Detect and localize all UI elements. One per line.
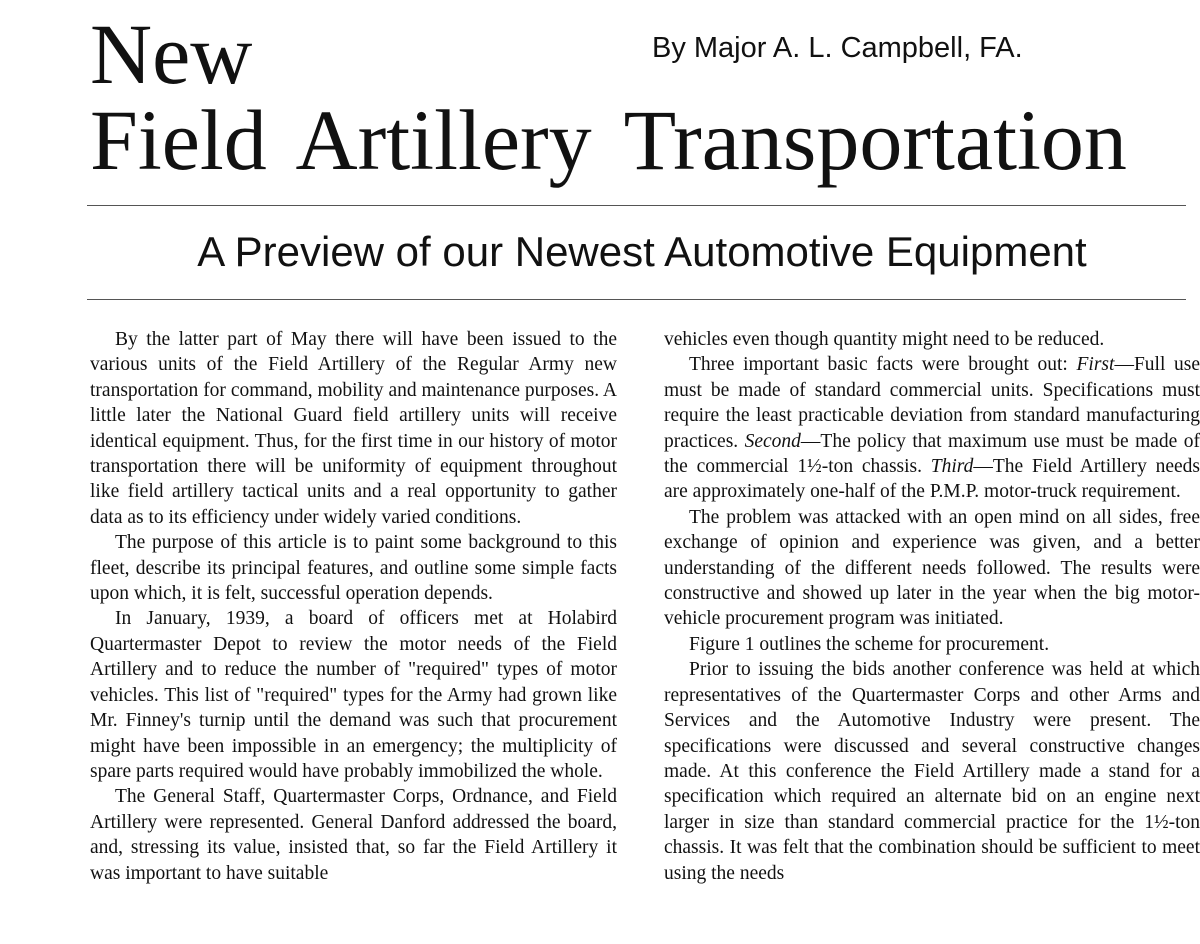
bottom-divider	[87, 299, 1186, 300]
text-run: —The Field Artillery needs are approximately one-half of the P.M.P. motor-truck requirement.	[664, 456, 1200, 503]
paragraph: Figure 1 outlines the scheme for procurement.	[689, 633, 1050, 655]
paragraph: By the latter part of May there will have been issued to the various units of the Field Artillery of the Regular Army new transportation for command, mobility and maintenance purposes. A little later the National Guard field artillery units will receive identical equipment. Thus, for the first time in our history of motor transportation there will be uniformity of equipment throughout like field artillery tactical units and a real opportunity to gather data as to its efficiency under widely varied conditions.	[90, 329, 617, 528]
title-line-1: New	[90, 6, 253, 102]
emphasis-third: Third	[930, 456, 974, 478]
paragraph-basic-facts	[664, 352, 1200, 504]
subtitle: A Preview of our Newest Automotive Equipment	[197, 228, 1087, 275]
text-run: —Full use must be made of standard commercial units. Specifications must require the least practicable deviation from standard manufacturing practices.	[664, 354, 1200, 452]
emphasis-second: Second	[744, 430, 801, 452]
paragraph: Prior to issuing the bids another conference was held at which representatives of the Quartermaster Corps and other Arms and Services and the Automotive Industry were present. The specifications were discussed and several constructive changes made. At this conference the Field Artillery made a stand for a specification which required an alternate bid on an engine next larger in size than standard commercial practice for the 1½-ton chassis. It was felt that the combination should be sufficient to meet using the needs	[664, 659, 1200, 884]
text-run: —The policy that maximum use must be made of the commercial 1½-ton chassis.	[664, 430, 1200, 478]
paragraph: The purpose of this article is to paint some background to this fleet, describe its principal features, and outline some simple facts upon which, it is felt, successful operation depends.	[90, 532, 617, 605]
paragraph-continuation: vehicles even though quantity might need to be reduced.	[664, 329, 1105, 350]
paragraph: The General Staff, Quartermaster Corps, Ordnance, and Field Artillery were represented. General Danford addressed the board, and, stressing its value, insisted that, so far the Field Artillery it was important to have suitable	[90, 786, 617, 884]
title-line-2: Field Artillery Transportation	[90, 92, 1127, 188]
text-run: Three important basic facts were brought out:	[689, 354, 1077, 376]
paragraph: The problem was attacked with an open mind on all sides, free exchange of opinion and experience was given, and a better understanding of the different needs followed. The results were constructive and showed up later in the year when the big motor-vehicle procurement program was initiated.	[664, 506, 1200, 630]
top-divider	[87, 205, 1186, 206]
left-column	[90, 327, 617, 886]
right-column	[664, 327, 1200, 886]
emphasis-first: First	[1076, 354, 1115, 376]
author-byline: By Major A. L. Campbell, FA.	[652, 32, 1023, 64]
paragraph: In January, 1939, a board of officers met at Holabird Quartermaster Depot to review the motor needs of the Field Artillery and to reduce the number of "required" types of motor vehicles. This list of "required" types for the Army had grown like Mr. Finney's turnip until the demand was such that procurement might have been impossible in an emergency; the multiplicity of spare parts required would have probably immobilized the whole.	[90, 608, 617, 782]
